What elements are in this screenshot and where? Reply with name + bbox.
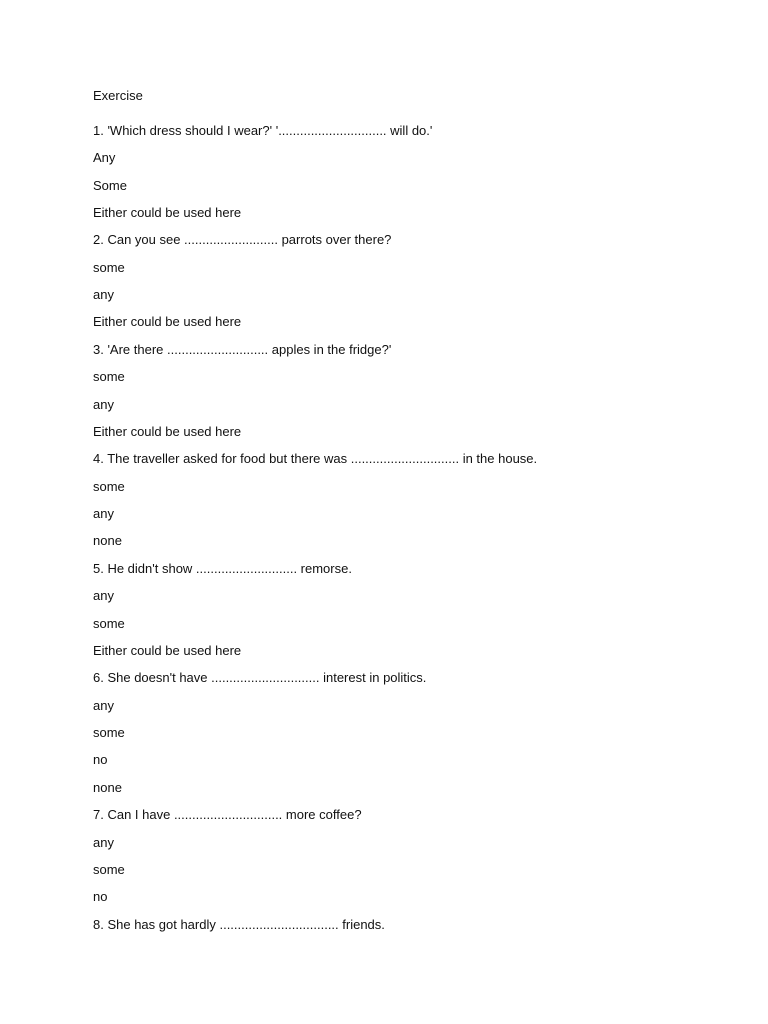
question-6: 6. She doesn't have .............................. interest in politics. [93,670,427,685]
question-8: 8. She has got hardly ................................. friends. [93,917,385,932]
question-3: 3. 'Are there ............................ apples in the fridge?' [93,342,392,357]
option-line: any [93,588,114,603]
option-line: any [93,506,114,521]
option-line: some [93,862,125,877]
option-line: any [93,835,114,850]
option-line: Some [93,178,127,193]
option-line: Either could be used here [93,643,242,658]
option-line: Either could be used here [93,314,242,329]
question-7: 7. Can I have .............................. more coffee? [93,807,362,822]
option-line: no [93,889,108,904]
option-line: some [93,369,125,384]
option-line: some [93,616,125,631]
option-line: no [93,752,108,767]
question-5: 5. He didn't show ............................ remorse. [93,561,352,576]
option-line: none [93,780,122,795]
option-line: any [93,397,114,412]
option-line: Any [93,150,116,165]
option-line: any [93,698,114,713]
question-1: 1. 'Which dress should I wear?' '.............................. will do.' [93,123,433,138]
option-line: Either could be used here [93,205,242,220]
option-line: some [93,725,125,740]
option-line: none [93,533,122,548]
option-line: any [93,287,114,302]
option-line: Either could be used here [93,424,242,439]
option-line: some [93,479,125,494]
question-2: 2. Can you see .......................... parrots over there? [93,232,392,247]
question-4: 4. The traveller asked for food but there was .............................. in the house. [93,451,538,466]
document-title: Exercise [93,88,143,103]
option-line: some [93,260,125,275]
